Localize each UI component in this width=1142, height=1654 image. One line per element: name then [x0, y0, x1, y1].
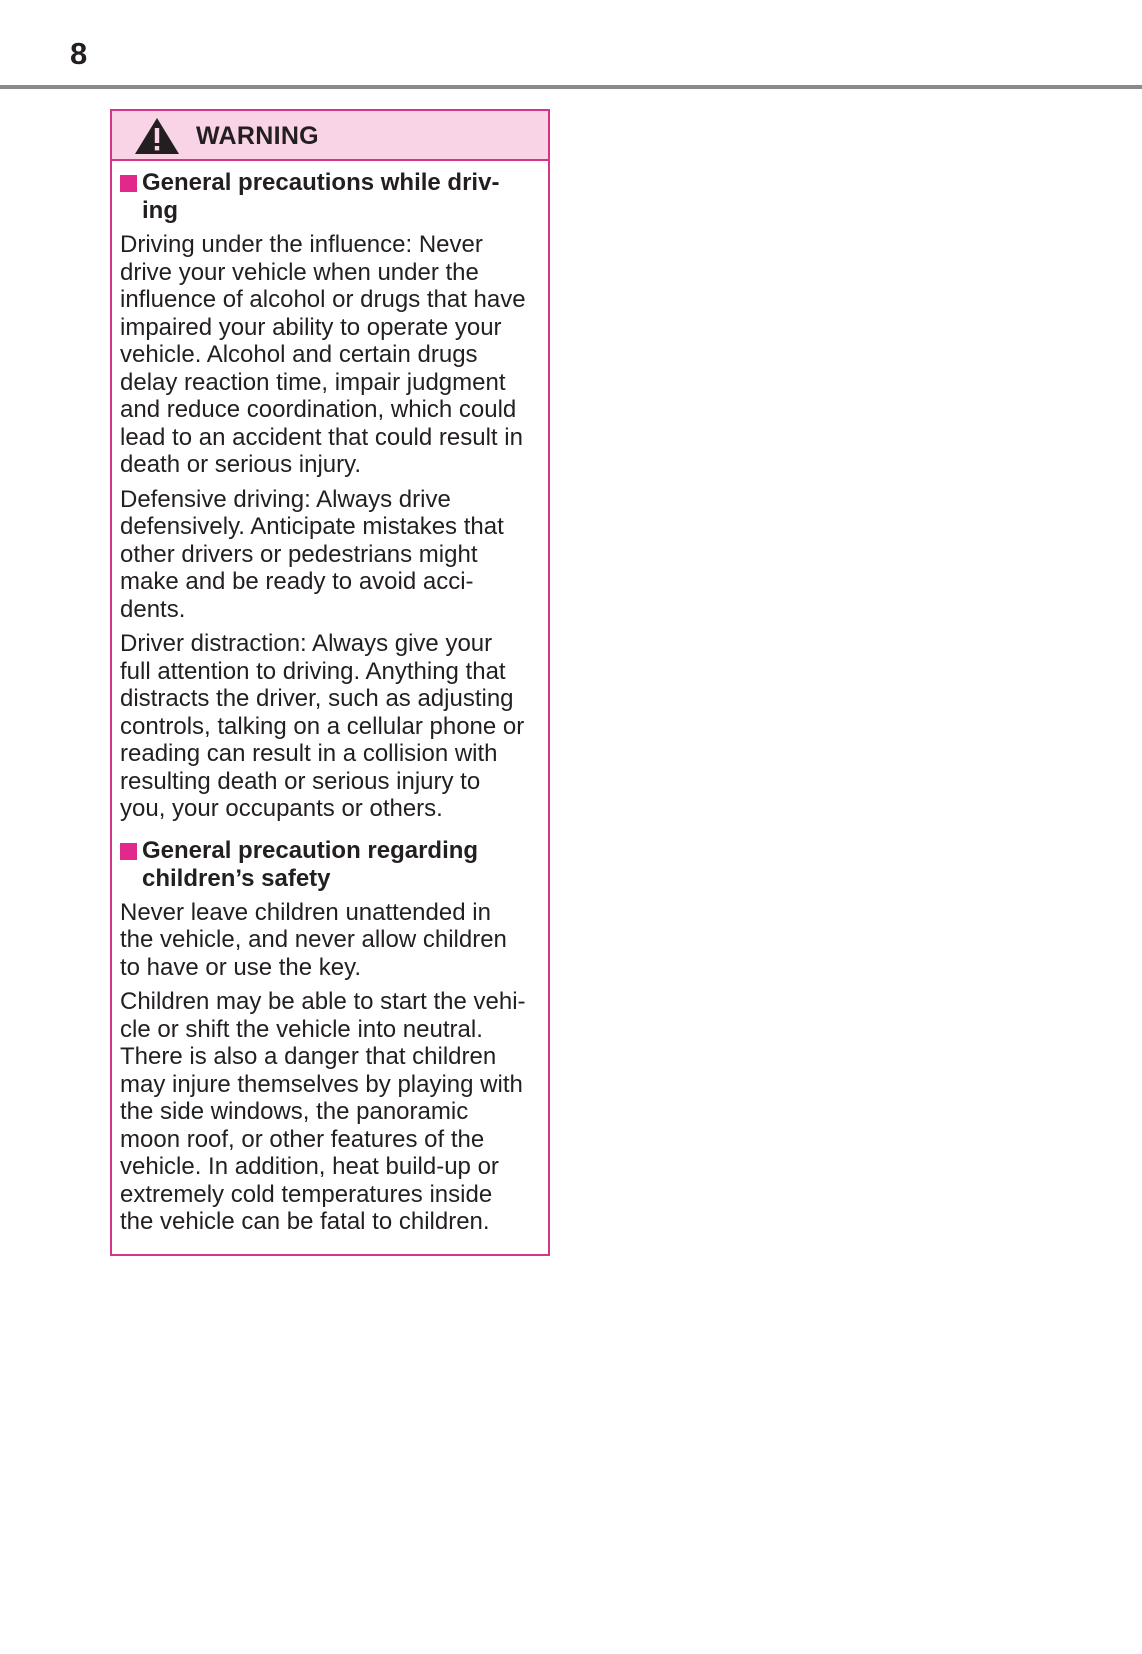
text-line: moon roof, or other features of the	[120, 1125, 485, 1153]
text-line: make and be ready to avoid acci-	[120, 568, 474, 595]
paragraph-defensive-driving	[120, 486, 538, 624]
text-line: full attention to driving. Anything that	[120, 657, 506, 685]
page-number: 8	[70, 36, 88, 71]
text-line: Defensive driving: Always drive	[120, 485, 451, 513]
paragraph-driver-distraction	[120, 630, 538, 823]
text-line: the vehicle can be fatal to children.	[120, 1208, 490, 1235]
text-line: delay reaction time, impair judgment	[120, 368, 506, 396]
text-line: may injure themselves by playing with	[120, 1070, 523, 1098]
heading-line: children’s safety	[142, 864, 331, 892]
section-heading-children	[120, 837, 538, 893]
text-line: vehicle. Alcohol and certain drugs	[120, 341, 478, 368]
section-heading-driving	[120, 169, 538, 225]
text-line: and reduce coordination, which could	[120, 396, 517, 423]
warning-box	[110, 109, 550, 1256]
text-line: controls, talking on a cellular phone or	[120, 712, 525, 740]
heading-line: ing	[142, 197, 178, 224]
text-line: reading can result in a collision with	[120, 740, 498, 767]
paragraph-driving-influence	[120, 231, 538, 479]
warning-triangle-icon	[134, 117, 180, 155]
text-line: impaired your ability to operate your	[120, 313, 502, 341]
text-line: to have or use the key.	[120, 953, 362, 981]
header-rule	[0, 85, 1142, 89]
heading-text	[142, 837, 538, 893]
paragraph-children-danger	[120, 988, 538, 1236]
square-bullet-icon	[120, 843, 137, 860]
warning-body	[112, 161, 548, 1236]
text-line: death or serious injury.	[120, 451, 362, 478]
text-line: Driving under the influence: Never	[120, 231, 483, 258]
text-line: the side windows, the panoramic	[120, 1098, 469, 1125]
heading-text	[142, 169, 538, 225]
heading-line: General precautions while driv-	[142, 169, 500, 196]
square-bullet-icon	[120, 175, 137, 192]
text-line: drive your vehicle when under the	[120, 258, 479, 286]
text-line: dents.	[120, 595, 186, 623]
text-line: cle or shift the vehicle into neutral.	[120, 1015, 483, 1043]
text-line: There is also a danger that children	[120, 1043, 497, 1070]
text-line: extremely cold temperatures inside	[120, 1180, 493, 1208]
text-line: other drivers or pedestrians might	[120, 540, 478, 568]
text-line: defensively. Anticipate mistakes that	[120, 513, 504, 540]
text-line: vehicle. In addition, heat build-up or	[120, 1153, 499, 1180]
text-line: Children may be able to start the vehi-	[120, 988, 526, 1015]
text-line: Driver distraction: Always give your	[120, 630, 493, 657]
text-line: you, your occupants or others.	[120, 795, 443, 822]
warning-title: WARNING	[196, 122, 319, 150]
text-line: resulting death or serious injury to	[120, 767, 481, 795]
text-line: influence of alcohol or drugs that have	[120, 286, 526, 313]
heading-line: General precaution regarding	[142, 836, 479, 864]
text-line: distracts the driver, such as adjusting	[120, 685, 514, 712]
paragraph-children-unattended	[120, 899, 538, 982]
warning-header	[112, 111, 548, 161]
text-line: the vehicle, and never allow children	[120, 926, 507, 953]
text-line: Never leave children unattended in	[120, 898, 491, 926]
text-line: lead to an accident that could result in	[120, 423, 523, 451]
